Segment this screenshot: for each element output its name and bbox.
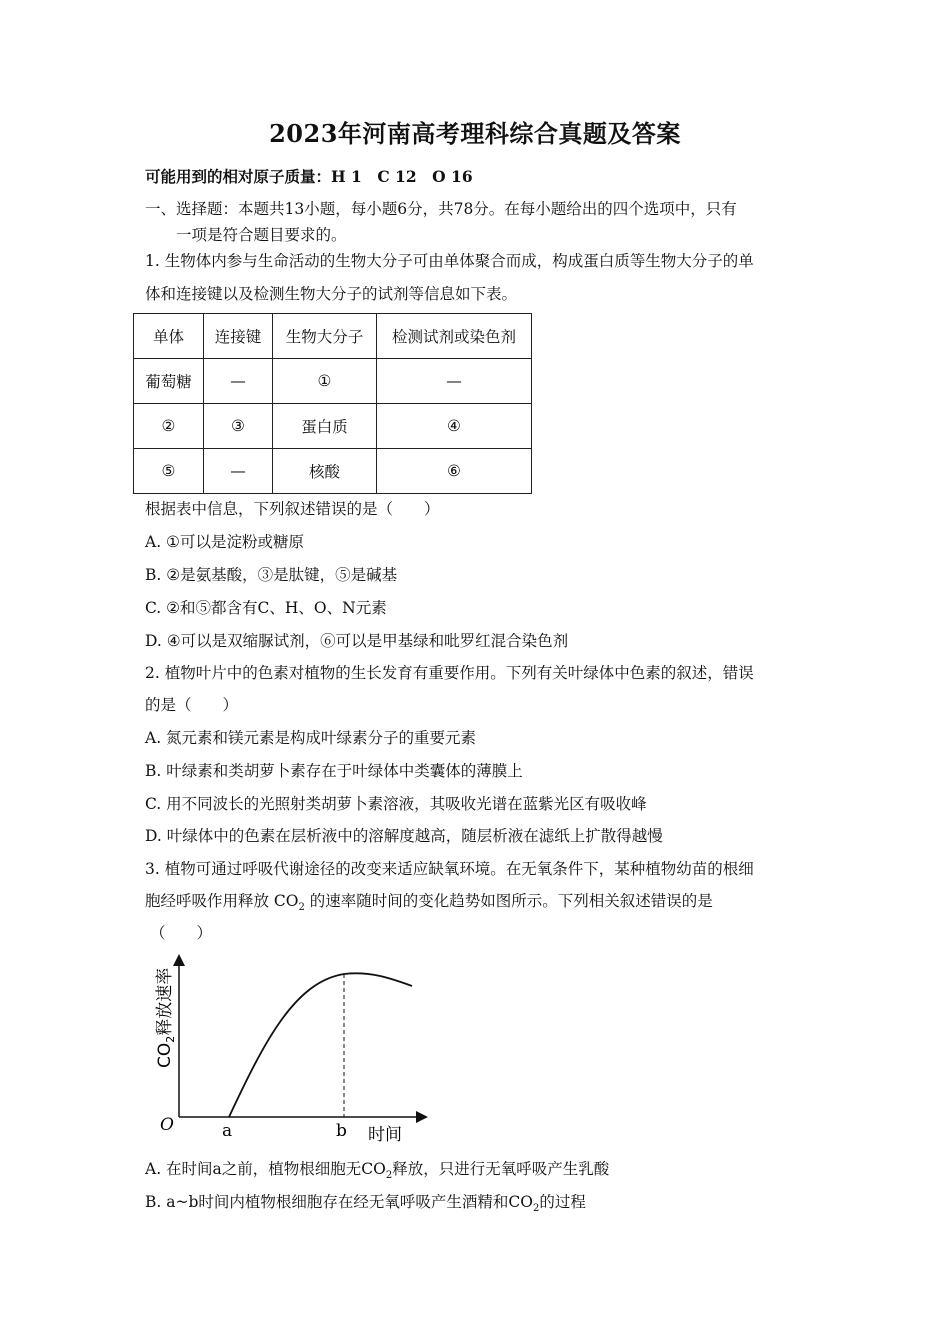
- origin-label: O: [160, 1115, 174, 1135]
- q1-question: 根据表中信息，下列叙述错误的是（ ）: [145, 500, 440, 518]
- q3-stem-text: 的速率随时间的变化趋势如图所示。下列相关叙述错误的是: [304, 892, 713, 910]
- q3-stem-line3: （ ）: [150, 924, 213, 942]
- section-instruction-line1: 一、选择题：本题共13小题，每小题6分，共78分。在每小题给出的四个选项中，只有: [145, 200, 737, 218]
- table-cell: 蛋白质: [273, 404, 377, 449]
- atomic-mass-note: 可能用到的相对原子质量：H 1 C 12 O 16: [145, 167, 473, 186]
- rate-curve: [229, 973, 412, 1117]
- q3-stem-line2: [145, 890, 713, 919]
- option-text: 的过程: [539, 1193, 586, 1211]
- table-row: [134, 404, 532, 449]
- table-header: 单体: [134, 314, 204, 359]
- subscript: 2: [385, 1170, 393, 1182]
- option-text: B. a~b时间内植物根细胞存在经无氧呼吸产生酒精和CO: [145, 1193, 533, 1211]
- option-text: A. 在时间a之前，植物根细胞无CO: [145, 1160, 386, 1178]
- q1-table: [133, 313, 532, 494]
- table-cell: —: [204, 449, 273, 494]
- q2-stem-line2: 的是（ ）: [145, 696, 239, 714]
- q2-option-d: D. 叶绿体中的色素在层析液中的溶解度越高，随层析液在滤纸上扩散得越慢: [145, 827, 663, 845]
- table-cell: ③: [204, 404, 273, 449]
- option-text: 释放，只进行无氧呼吸产生乳酸: [392, 1160, 610, 1178]
- q2-option-c: C. 用不同波长的光照射类胡萝卜素溶液，其吸收光谱在蓝紫光区有吸收峰: [145, 795, 647, 813]
- subscript: 2: [532, 1203, 540, 1215]
- q2-option-b: B. 叶绿素和类胡萝卜素存在于叶绿体中类囊体的薄膜上: [145, 762, 523, 780]
- table-row: [134, 449, 532, 494]
- table-header-row: [134, 314, 532, 359]
- section-instruction-line2: 一项是符合题目要求的。: [176, 226, 347, 244]
- table-cell: ④: [377, 404, 532, 449]
- y-axis-label: [155, 968, 177, 1068]
- y-label-part: 释放速率: [155, 967, 175, 1036]
- table-cell: —: [377, 359, 532, 404]
- table-cell: —: [204, 359, 273, 404]
- q1-stem-line1: 1. 生物体内参与生命活动的生物大分子可由单体聚合而成，构成蛋白质等生物大分子的单: [145, 252, 754, 270]
- page-title: 2023年河南高考理科综合真题及答案: [269, 119, 681, 148]
- tick-label-a: a: [222, 1121, 233, 1141]
- q1-option-b: B. ②是氨基酸，③是肽键，⑤是碱基: [145, 566, 398, 584]
- table-cell: 葡萄糖: [134, 359, 204, 404]
- q3-stem-text: 胞经呼吸作用释放 CO: [145, 892, 299, 910]
- q1-option-d: D. ④可以是双缩脲试剂，⑥可以是甲基绿和吡罗红混合染色剂: [145, 632, 569, 650]
- table-cell: ⑤: [134, 449, 204, 494]
- table-row: [134, 359, 532, 404]
- table-cell: ①: [273, 359, 377, 404]
- table-cell: ⑥: [377, 449, 532, 494]
- q3-option-a: [145, 1158, 609, 1187]
- co2-rate-chart: [150, 950, 440, 1150]
- q3-stem-line1: 3. 植物可通过呼吸代谢途径的改变来适应缺氧环境。在无氧条件下，某种植物幼苗的根细: [145, 860, 754, 878]
- table-cell: ②: [134, 404, 204, 449]
- q1-stem-line2: 体和连接键以及检测生物大分子的试剂等信息如下表。: [145, 285, 518, 303]
- table-header: 生物大分子: [273, 314, 377, 359]
- subscript: 2: [298, 902, 305, 914]
- y-label-subscript: 2: [164, 1035, 177, 1043]
- table-header: 连接键: [204, 314, 273, 359]
- q3-option-b: [145, 1191, 586, 1220]
- table-cell: 核酸: [273, 449, 377, 494]
- q2-stem-line1: 2. 植物叶片中的色素对植物的生长发育有重要作用。下列有关叶绿体中色素的叙述，错误: [145, 664, 754, 682]
- y-label-part: CO: [155, 1042, 175, 1068]
- q1-option-a: A. ①可以是淀粉或糖原: [145, 533, 304, 551]
- q2-option-a: A. 氮元素和镁元素是构成叶绿素分子的重要元素: [145, 729, 477, 747]
- table-header: 检测试剂或染色剂: [377, 314, 532, 359]
- tick-label-b: b: [336, 1121, 347, 1141]
- x-axis-label: 时间: [368, 1125, 402, 1145]
- q1-option-c: C. ②和⑤都含有C、H、O、N元素: [145, 599, 387, 617]
